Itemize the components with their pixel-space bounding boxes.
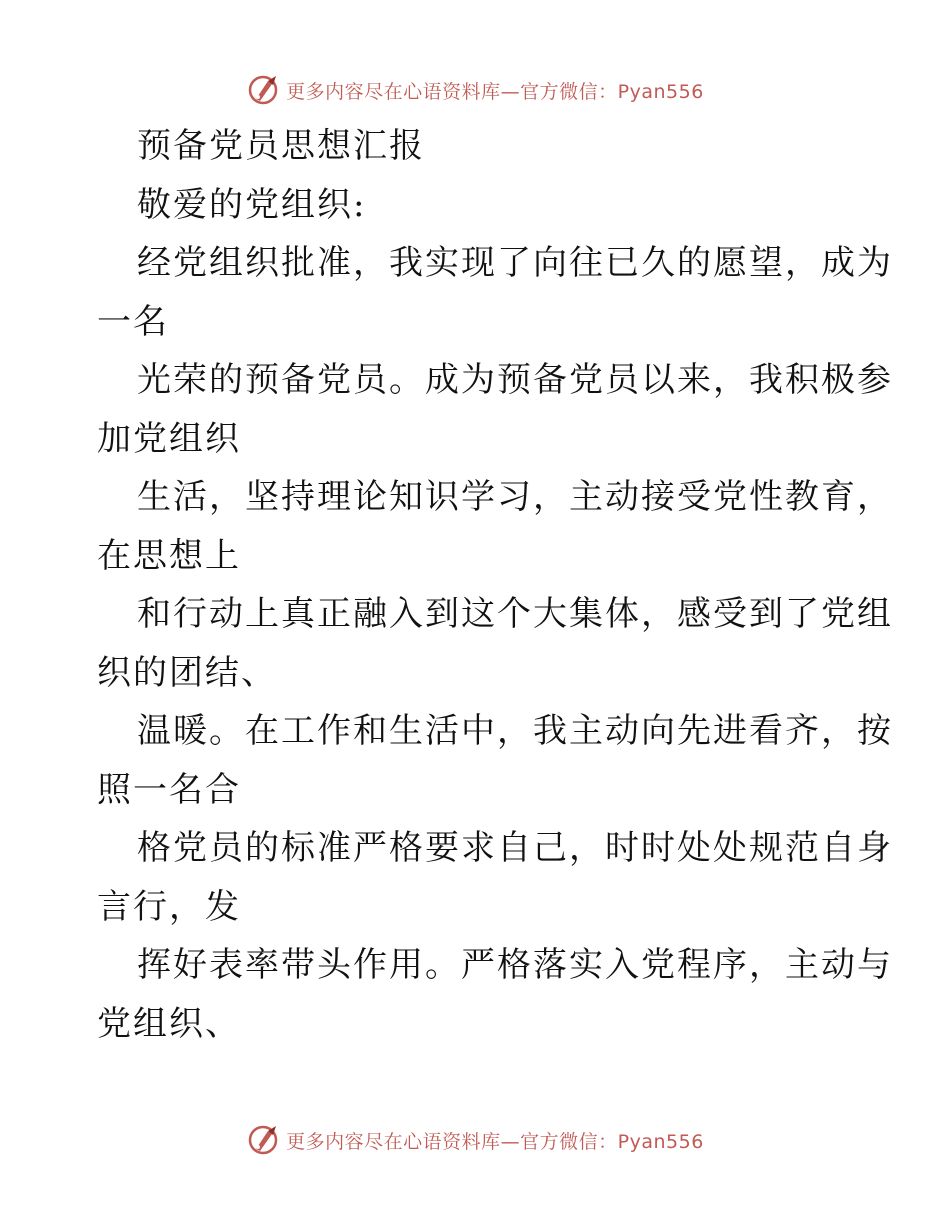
paragraph-line: 生活，坚持理论知识学习，主动接受党性教育，: [137, 477, 893, 517]
paragraph-line: 光荣的预备党员。成为预备党员以来，我积极参: [137, 360, 893, 400]
paragraph-line: 格党员的标准严格要求自己，时时处处规范自身: [137, 828, 893, 868]
footer-banner-inner: [246, 1123, 704, 1157]
paragraph-line: 经党组织批准，我实现了向往已久的愿望，成为: [137, 243, 893, 283]
quill-pen-logo-icon: [246, 1123, 280, 1157]
paragraph-line: 挥好表率带头作用。严格落实入党程序，主动与: [137, 945, 893, 985]
document-title: 预备党员思想汇报: [137, 126, 425, 166]
footer-banner: [0, 1120, 950, 1160]
header-banner-text: 更多内容尽在心语资料库—官方微信：Pyan556: [286, 80, 704, 103]
paragraph-line: 在思想上: [97, 535, 241, 576]
paragraph-line: 和行动上真正融入到这个大集体，感受到了党组: [137, 594, 893, 634]
document-body: [97, 117, 893, 1053]
footer-banner-text: 更多内容尽在心语资料库—官方微信：Pyan556: [286, 1130, 704, 1153]
paragraph-line: 照一名合: [97, 769, 241, 810]
document-salutation: 敬爱的党组织:: [137, 184, 367, 225]
header-banner-inner: [246, 73, 704, 107]
paragraph-line: 言行，发: [97, 886, 241, 927]
header-banner: [0, 70, 950, 110]
paragraph-line: 一名: [97, 301, 169, 342]
paragraph-line: 加党组织: [97, 418, 241, 459]
paragraph-line: 党组织、: [97, 1003, 241, 1044]
quill-pen-logo-icon: [246, 73, 280, 107]
paragraph-line: 温暖。在工作和生活中，我主动向先进看齐，按: [137, 711, 893, 751]
paragraph-line: 织的团结、: [97, 652, 277, 693]
